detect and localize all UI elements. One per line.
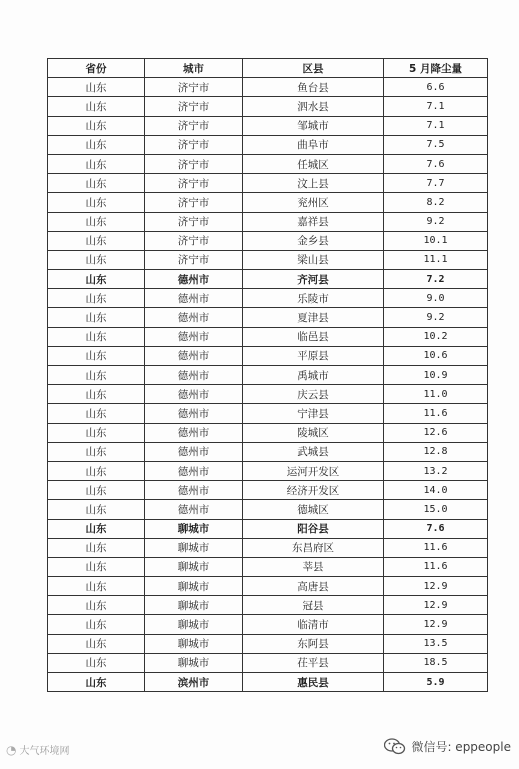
header-city: 城市 [145,59,243,78]
table-row [48,346,488,365]
cell-dustfall: 9.0 [384,289,488,308]
cell-county: 茌平县 [243,653,384,672]
cell-province: 山东 [48,481,145,500]
table-row [48,154,488,173]
cell-dustfall: 13.2 [384,461,488,480]
cell-city: 聊城市 [145,596,243,615]
cell-dustfall: 7.1 [384,97,488,116]
cell-county: 梁山县 [243,250,384,269]
table-row [48,557,488,576]
cell-county: 金乡县 [243,231,384,250]
cell-province: 山东 [48,577,145,596]
cell-province: 山东 [48,154,145,173]
table-row [48,500,488,519]
table-row [48,174,488,193]
cell-dustfall: 10.6 [384,346,488,365]
cell-city: 德州市 [145,423,243,442]
cell-county: 曲阜市 [243,135,384,154]
cell-city: 济宁市 [145,135,243,154]
cell-city: 德州市 [145,308,243,327]
cell-province: 山东 [48,289,145,308]
cell-dustfall: 11.1 [384,250,488,269]
cell-province: 山东 [48,519,145,538]
cell-dustfall: 18.5 [384,653,488,672]
cell-dustfall: 7.6 [384,154,488,173]
cell-county: 惠民县 [243,673,384,692]
cell-county: 阳谷县 [243,519,384,538]
cell-city: 济宁市 [145,193,243,212]
cell-dustfall: 11.0 [384,385,488,404]
cell-dustfall: 10.9 [384,366,488,385]
cell-dustfall: 12.9 [384,615,488,634]
cell-city: 济宁市 [145,231,243,250]
cell-city: 聊城市 [145,538,243,557]
table-row [48,135,488,154]
table-row [48,673,488,692]
cell-city: 聊城市 [145,634,243,653]
cell-dustfall: 12.6 [384,423,488,442]
cell-province: 山东 [48,461,145,480]
dustfall-table [47,58,488,692]
cell-city: 德州市 [145,289,243,308]
cell-city: 德州市 [145,500,243,519]
table-row [48,212,488,231]
cell-province: 山东 [48,385,145,404]
cell-dustfall: 10.2 [384,327,488,346]
cell-province: 山东 [48,327,145,346]
cell-province: 山东 [48,308,145,327]
cell-dustfall: 13.5 [384,634,488,653]
cell-city: 德州市 [145,270,243,289]
cell-county: 运河开发区 [243,461,384,480]
cell-city: 济宁市 [145,250,243,269]
table-row [48,366,488,385]
cell-province: 山东 [48,442,145,461]
cell-city: 德州市 [145,481,243,500]
table-row [48,385,488,404]
cell-city: 济宁市 [145,212,243,231]
table-row [48,327,488,346]
cell-county: 临邑县 [243,327,384,346]
cell-county: 陵城区 [243,423,384,442]
watermark-left-text: 大气环境网 [19,746,70,757]
cell-county: 东昌府区 [243,538,384,557]
table-header-row [48,59,488,78]
table-row [48,270,488,289]
table-row [48,404,488,423]
table-row [48,116,488,135]
cell-city: 济宁市 [145,97,243,116]
cell-province: 山东 [48,557,145,576]
header-county: 区县 [243,59,384,78]
cell-dustfall: 7.2 [384,270,488,289]
cell-county: 任城区 [243,154,384,173]
cell-dustfall: 10.1 [384,231,488,250]
table-row [48,653,488,672]
cell-province: 山东 [48,135,145,154]
cell-city: 济宁市 [145,78,243,97]
table-row [48,289,488,308]
table-body [48,78,488,692]
cell-province: 山东 [48,500,145,519]
cell-county: 夏津县 [243,308,384,327]
cell-province: 山东 [48,538,145,557]
table-row [48,442,488,461]
cell-dustfall: 7.6 [384,519,488,538]
table-row [48,538,488,557]
cell-county: 嘉祥县 [243,212,384,231]
cell-county: 邹城市 [243,116,384,135]
cell-dustfall: 8.2 [384,193,488,212]
cell-city: 滨州市 [145,673,243,692]
cell-dustfall: 12.9 [384,577,488,596]
table-row [48,615,488,634]
table-row [48,308,488,327]
cell-province: 山东 [48,346,145,365]
cell-city: 聊城市 [145,615,243,634]
cell-county: 冠县 [243,596,384,615]
cell-dustfall: 7.7 [384,174,488,193]
cell-dustfall: 9.2 [384,212,488,231]
cell-province: 山东 [48,97,145,116]
watermark-right-text: 微信号: eppeople [411,740,511,754]
cell-province: 山东 [48,366,145,385]
cell-dustfall: 9.2 [384,308,488,327]
cell-county: 泗水县 [243,97,384,116]
cell-city: 聊城市 [145,577,243,596]
cell-dustfall: 7.1 [384,116,488,135]
table-row [48,250,488,269]
cell-province: 山东 [48,404,145,423]
watermark-logo-icon: ◔ [6,742,17,757]
cell-province: 山东 [48,250,145,269]
cell-province: 山东 [48,193,145,212]
cell-province: 山东 [48,423,145,442]
cell-city: 聊城市 [145,653,243,672]
cell-dustfall: 14.0 [384,481,488,500]
cell-dustfall: 11.6 [384,538,488,557]
table-row [48,519,488,538]
cell-city: 聊城市 [145,557,243,576]
cell-county: 庆云县 [243,385,384,404]
cell-county: 高唐县 [243,577,384,596]
cell-county: 兖州区 [243,193,384,212]
table-row [48,481,488,500]
cell-city: 德州市 [145,461,243,480]
cell-county: 齐河县 [243,270,384,289]
cell-city: 德州市 [145,385,243,404]
cell-county: 莘县 [243,557,384,576]
table-row [48,231,488,250]
cell-county: 鱼台县 [243,78,384,97]
cell-city: 德州市 [145,442,243,461]
header-province: 省份 [48,59,145,78]
cell-province: 山东 [48,673,145,692]
cell-county: 德城区 [243,500,384,519]
table-row [48,461,488,480]
table-row [48,577,488,596]
cell-province: 山东 [48,596,145,615]
cell-dustfall: 6.6 [384,78,488,97]
cell-county: 临清市 [243,615,384,634]
table-row [48,193,488,212]
cell-city: 德州市 [145,327,243,346]
wechat-icon [384,738,406,755]
cell-city: 济宁市 [145,154,243,173]
cell-province: 山东 [48,116,145,135]
cell-province: 山东 [48,231,145,250]
cell-province: 山东 [48,212,145,231]
table-row [48,596,488,615]
cell-city: 聊城市 [145,519,243,538]
cell-province: 山东 [48,615,145,634]
cell-dustfall: 5.9 [384,673,488,692]
cell-city: 济宁市 [145,116,243,135]
cell-city: 德州市 [145,404,243,423]
cell-county: 经济开发区 [243,481,384,500]
cell-county: 宁津县 [243,404,384,423]
table-row [48,97,488,116]
table-row [48,423,488,442]
cell-province: 山东 [48,78,145,97]
cell-city: 德州市 [145,366,243,385]
cell-province: 山东 [48,653,145,672]
cell-dustfall: 12.8 [384,442,488,461]
cell-province: 山东 [48,270,145,289]
cell-city: 德州市 [145,346,243,365]
header-dustfall: 5 月降尘量 [384,59,488,78]
cell-dustfall: 12.9 [384,596,488,615]
watermark-left [6,742,69,757]
cell-dustfall: 11.6 [384,557,488,576]
cell-dustfall: 15.0 [384,500,488,519]
cell-dustfall: 11.6 [384,404,488,423]
cell-county: 平原县 [243,346,384,365]
table-row [48,78,488,97]
cell-county: 汶上县 [243,174,384,193]
cell-city: 济宁市 [145,174,243,193]
cell-province: 山东 [48,634,145,653]
cell-county: 武城县 [243,442,384,461]
cell-dustfall: 7.5 [384,135,488,154]
cell-county: 禹城市 [243,366,384,385]
cell-province: 山东 [48,174,145,193]
cell-county: 东阿县 [243,634,384,653]
watermark-right [384,738,511,755]
table-row [48,634,488,653]
cell-county: 乐陵市 [243,289,384,308]
